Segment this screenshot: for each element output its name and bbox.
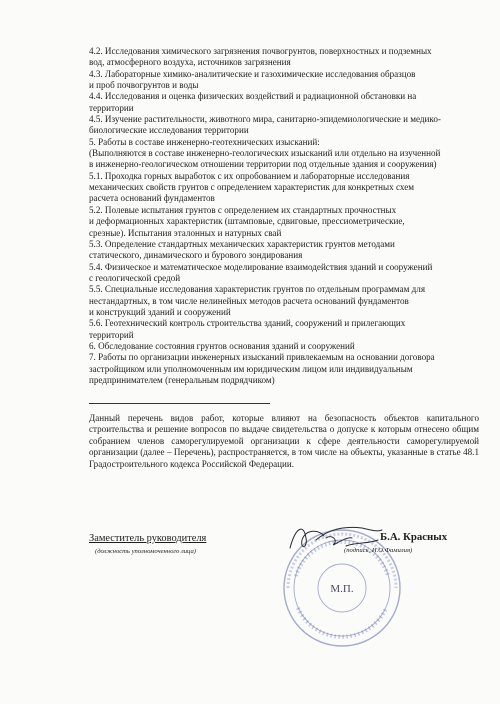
list-item: 5.5. Специальные исследования характеристик грунтов по отдельным программам для	[89, 284, 425, 295]
work-types-list	[89, 46, 479, 386]
list-item: нестандартных, в том числе нелинейных методов расчета оснований фундаментов	[89, 295, 409, 306]
list-item: (Выполняются в составе инженерно-геологических изысканий или отдельно на изученной	[89, 148, 441, 159]
list-item: 4.5. Изучение растительности, животного мира, санитарно-эпидемиологические и медико-	[89, 114, 441, 125]
position-caption: (должность уполномоченного лица)	[95, 548, 196, 555]
list-item: 4.4. Исследования и оценка физических воздействий и радиационной обстановки на	[89, 91, 417, 102]
list-item: с геологической средой	[89, 272, 181, 283]
seal-mark: М.П.	[330, 583, 354, 595]
signature-caption: (подпись, И.О.Фамилия)	[344, 547, 413, 554]
list-item: 4.3. Лабораторные химико-аналитические и газохимические исследования образцов	[89, 68, 416, 79]
list-item: вод, атмосферного воздуха, источников загрязнения	[89, 57, 291, 68]
list-item: территорий	[89, 329, 134, 340]
list-item: застройщиком или уполномоченным им юридическим лицом или индивидуальным	[89, 363, 413, 374]
list-item: и проб почвогрунтов и воды	[89, 80, 199, 91]
list-item: 5.6. Геотехнический контроль строительства зданий, сооружений и прилегающих	[89, 318, 406, 329]
signatory-position: Заместитель руководителя	[89, 533, 207, 544]
list-item: предпринимателем (генеральным подрядчиком)	[89, 374, 275, 385]
list-item: срезные). Испытания эталонных и натурных свай	[89, 227, 282, 238]
list-item: биологические исследования территории	[89, 125, 249, 136]
list-item: территории	[89, 102, 134, 113]
list-item: 6. Обследование состояния грунтов основания зданий и сооружений	[89, 340, 355, 351]
list-item: механических свойств грунтов с определением характеристик для конкретных схем	[89, 182, 414, 193]
list-item: 5. Работы в составе инженерно-геотехнических изысканий:	[89, 136, 320, 147]
list-item: статического, динамического и бурового зондирования	[89, 250, 303, 261]
list-item: 5.4. Физическое и математическое моделирование взаимодействия зданий и сооружений	[89, 261, 433, 272]
list-item: 4.2. Исследования химического загрязнения почвогрунтов, поверхностных и подземных	[89, 46, 432, 56]
list-item: 5.2. Полевые испытания грунтов с определением их стандартных прочностных	[89, 204, 397, 215]
footnote-divider	[89, 403, 270, 404]
list-item: расчета оснований фундаментов	[89, 193, 215, 204]
signatory-name: Б.А. Красных	[380, 531, 448, 543]
list-item: и конструкций зданий и сооружений	[89, 306, 231, 317]
list-item: 5.1. Проходка горных выработок с их опробованием и лабораторные исследования	[89, 170, 410, 181]
list-item: и деформационных характеристик (штамповые, сдвиговые, прессиометрические,	[89, 216, 405, 227]
list-item: 7. Работы по организации инженерных изысканий привлекаемым на основании договора	[89, 352, 435, 363]
list-item: в инженерно-геологическом отношении территории под отдельные здания и сооружения)	[89, 159, 437, 170]
list-item: 5.3. Определение стандартных механических характеристик грунтов методами	[89, 238, 395, 249]
footnote-text: Данный перечень видов работ, которые влияют на безопасность объектов капитального строительства и решение вопросов по выдаче свидетельства о допуске к которым отнесено общим собранием членов саморегулируемой организации к сфере деятельности саморегулируемой организации (далее – Перечень), распространяется, в том числе на объекты, указанные в статье 48.1 Градостроительного кодекса Российской Федерации.	[89, 413, 479, 469]
